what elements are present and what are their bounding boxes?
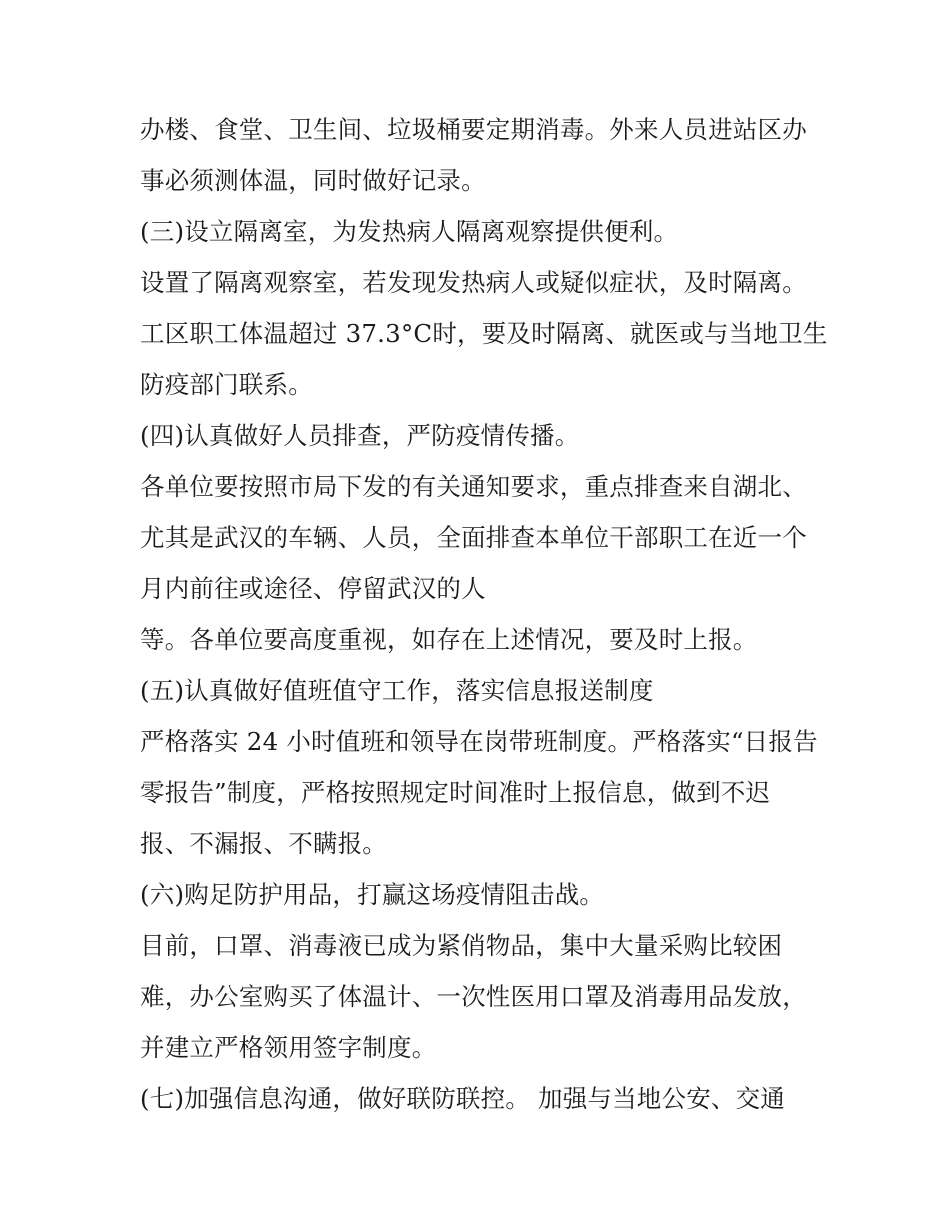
text-line: 目前，口罩、消毒液已成为紧俏物品，集中大量采购比较困 [140, 931, 783, 960]
text-line: 办楼、食堂、卫生间、垃圾桶要定期消毒。外来人员进站区办 [140, 115, 807, 144]
text-line: 难，办公室购买了体温计、一次性医用口罩及消毒用品发放， [140, 982, 807, 1011]
section-heading: (七)加强信息沟通，做好联防联控。 加强与当地公安、交通 [140, 1084, 786, 1113]
text-line: 设置了隔离观察室，若发现发热病人或疑似症状，及时隔离。 [140, 268, 807, 297]
text-line: 等。各单位要高度重视，如存在上述情况，要及时上报。 [140, 625, 758, 654]
text-line: 尤其是武汉的车辆、人员，全面排查本单位干部职工在近一个 [140, 523, 807, 552]
text-line: 报、不漏报、不瞒报。 [140, 829, 387, 858]
text-line: 零报告”制度，严格按照规定时间准时上报信息，做到不迟 [140, 778, 771, 807]
text-line: 严格落实 24 小时值班和领导在岗带班制度。严格落实“日报告 [140, 727, 818, 756]
section-heading: (三)设立隔离室，为发热病人隔离观察提供便利。 [140, 217, 679, 246]
text-line: 并建立严格领用签字制度。 [140, 1033, 437, 1062]
text-line: 防疫部门联系。 [140, 370, 313, 399]
section-heading: (六)购足防护用品，打赢这场疫情阻击战。 [140, 880, 605, 909]
document-body [140, 104, 830, 1124]
text-line: 月内前往或途径、停留武汉的人 [140, 574, 486, 603]
section-heading: (五)认真做好值班值守工作，落实信息报送制度 [140, 676, 654, 705]
section-heading: (四)认真做好人员排查，严防疫情传播。 [140, 421, 580, 450]
text-line: 工区职工体温超过 37.3°C时，要及时隔离、就医或与当地卫生 [140, 319, 828, 348]
text-line: 事必须测体温，同时做好记录。 [140, 166, 486, 195]
text-line: 各单位要按照市局下发的有关通知要求，重点排查来自湖北、 [140, 472, 807, 501]
